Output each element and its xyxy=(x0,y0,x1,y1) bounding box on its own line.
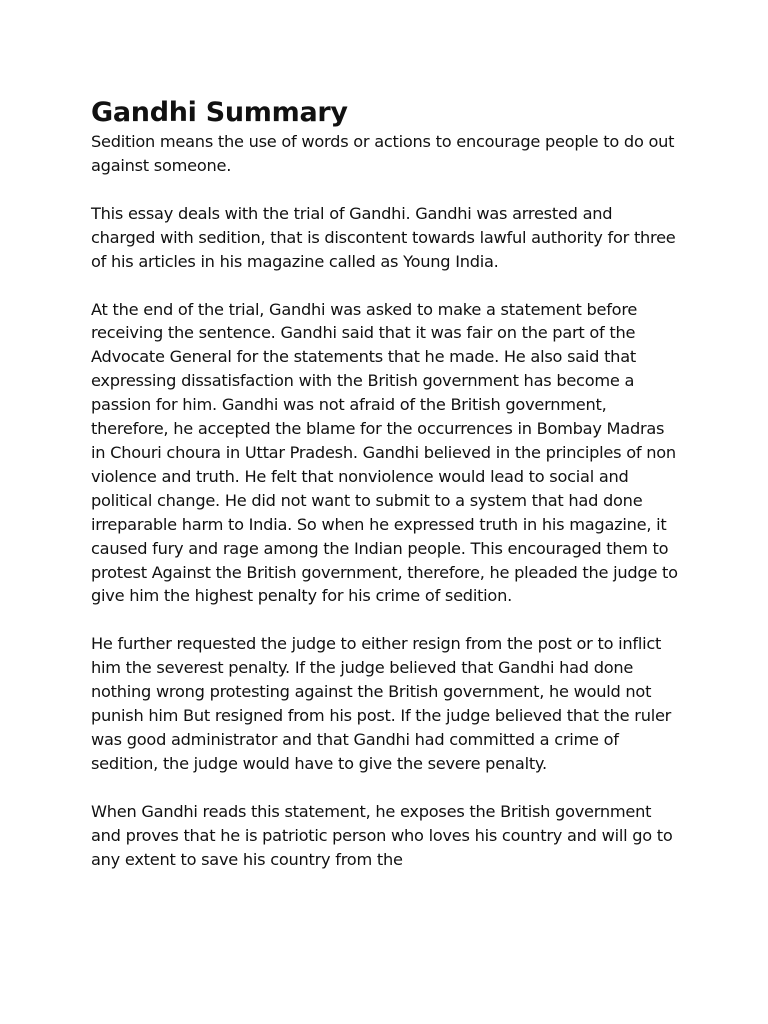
document-title: Gandhi Summary xyxy=(91,97,348,128)
paragraph-sedition-definition: Sedition means the use of words or actions to encourage people to do out against someone. xyxy=(91,132,675,175)
paragraph-gandhi-statement: At the end of the trial, Gandhi was asked to make a statement before receiving the sentence. Gandhi said that it was fair on the part of the Advocate General for the statements that he made. He also said that expressing dissatisfaction with the British government has become a passion for him. Gandhi was not afraid of the British government, therefore, he accepted the blame for the occurrences in Bombay Madras in Chouri choura in Uttar Pradesh. Gandhi believed in the principles of non violence and truth. He felt that nonviolence would lead to social and political change. He did not want to submit to a system that had done irreparable harm to India. So when he expressed truth in his magazine, it caused fury and rage among the Indian people. This encouraged them to protest Against the British government, therefore, he pleaded the judge to give him the highest penalty for his crime of sedition. xyxy=(91,299,678,606)
paragraph-judge-request: He further requested the judge to either resign from the post or to inflict him the severest penalty. If the judge believed that Gandhi had done nothing wrong protesting against the British government, he would not punish him But resigned from his post. If the judge believed that the ruler was good administrator and that Gandhi had committed a crime of sedition, the judge would have to give the severe penalty. xyxy=(91,634,672,773)
document-body xyxy=(91,96,681,895)
paragraph-conclusion: When Gandhi reads this statement, he exposes the British government and proves that he is patriotic person who loves his country and will go to any extent to save his country from the xyxy=(91,801,673,869)
paragraph-trial-intro: This essay deals with the trial of Gandhi. Gandhi was arrested and charged with sedition, that is discontent towards lawful authority for three of his articles in his magazine called as Young India. xyxy=(91,203,676,271)
